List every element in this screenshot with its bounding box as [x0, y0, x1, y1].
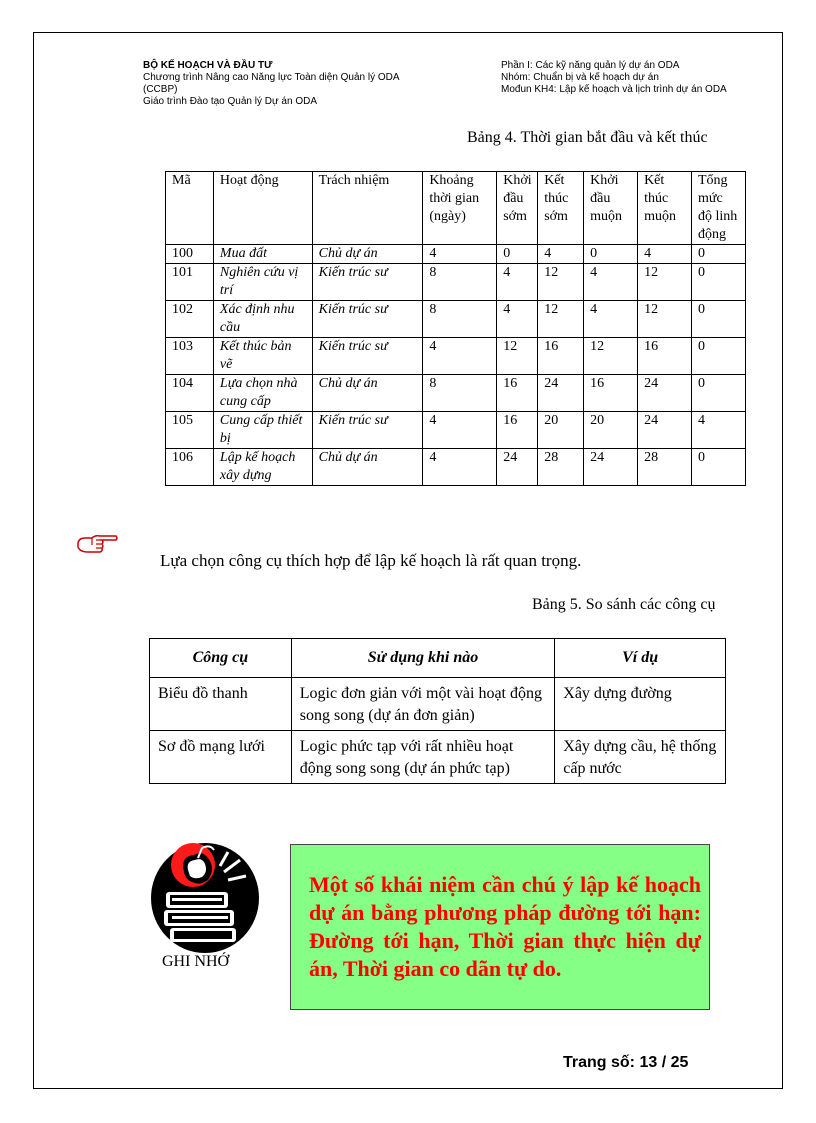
- note-label: GHI NHỚ: [162, 953, 230, 970]
- paragraph: Lựa chọn công cụ thích hợp để lập kế hoạch là rất quan trọng.: [160, 551, 582, 570]
- header-group: Nhóm: Chuẩn bị và kế hoạch dự án: [501, 72, 659, 83]
- table4-cell: 4: [692, 412, 746, 449]
- table5-cell: Sơ đồ mạng lưới: [150, 731, 292, 784]
- table4-cell: 8: [423, 375, 497, 412]
- table4-cell: 4: [423, 245, 497, 264]
- table5-cell: Biểu đồ thanh: [150, 678, 292, 731]
- table4-header-cell: Khởi đầu muộn: [584, 172, 638, 245]
- table4-cell: 104: [166, 375, 214, 412]
- header-part: Phần I: Các kỹ năng quản lý dự án ODA: [501, 60, 680, 71]
- table4-cell: 4: [423, 412, 497, 449]
- table4: [165, 171, 746, 486]
- table4-cell: 28: [538, 449, 584, 486]
- table4-cell: 12: [538, 301, 584, 338]
- header-program: Chương trình Nâng cao Năng lực Toàn diện Quản lý ODA: [143, 72, 400, 83]
- books-apple-icon: [150, 842, 260, 954]
- table4-cell: 20: [584, 412, 638, 449]
- table4-cell: 12: [638, 301, 692, 338]
- table4-cell: 12: [497, 338, 538, 375]
- table4-cell: 0: [584, 245, 638, 264]
- table4-cell: 105: [166, 412, 214, 449]
- table4-cell: 106: [166, 449, 214, 486]
- table-row: [150, 678, 726, 731]
- header-left: [143, 60, 433, 108]
- table4-cell: Nghiên cứu vị trí: [213, 264, 312, 301]
- table4-cell: 16: [497, 375, 538, 412]
- table-row: [166, 245, 746, 264]
- table-row: [166, 412, 746, 449]
- table5-header-tool: Công cụ: [150, 639, 292, 678]
- table4-cell: 12: [538, 264, 584, 301]
- table4-cell: 4: [638, 245, 692, 264]
- table4-cell: 24: [638, 375, 692, 412]
- table4-cell: 24: [538, 375, 584, 412]
- table4-cell: 4: [497, 264, 538, 301]
- table5-caption: Bảng 5. So sánh các công cụ: [532, 596, 716, 613]
- table4-cell: 0: [692, 301, 746, 338]
- table5-cell: Logic phức tạp với rất nhiều hoạt động song song (dự án phức tạp): [291, 731, 554, 784]
- table4-cell: 4: [584, 264, 638, 301]
- table4-cell: 102: [166, 301, 214, 338]
- table4-cell: 4: [538, 245, 584, 264]
- table-row: [166, 338, 746, 375]
- table4-cell: Mua đất: [213, 245, 312, 264]
- table5-header-example: Ví dụ: [555, 639, 726, 678]
- table4-cell: Chủ dự án: [312, 245, 423, 264]
- header-right: [501, 60, 741, 96]
- table4-cell: 12: [638, 264, 692, 301]
- table5-cell: Logic đơn giản với một vài hoạt động song song (dự án đơn giản): [291, 678, 554, 731]
- table4-cell: Kiến trúc sư: [312, 338, 423, 375]
- table4-cell: Kiến trúc sư: [312, 412, 423, 449]
- table5-cell: Xây dựng cầu, hệ thống cấp nước: [555, 731, 726, 784]
- table4-cell: Lập kế hoạch xây dựng: [213, 449, 312, 486]
- table-row: [166, 264, 746, 301]
- table4-cell: 0: [692, 264, 746, 301]
- table4-cell: Chủ dự án: [312, 449, 423, 486]
- table4-cell: Lựa chọn nhà cung cấp: [213, 375, 312, 412]
- table4-header-cell: Tổng mức độ linh động: [692, 172, 746, 245]
- table4-cell: Kiến trúc sư: [312, 301, 423, 338]
- table4-cell: 4: [423, 338, 497, 375]
- table4-cell: 8: [423, 264, 497, 301]
- table4-cell: 12: [584, 338, 638, 375]
- table4-cell: Kết thúc bản vẽ: [213, 338, 312, 375]
- table4-cell: 16: [497, 412, 538, 449]
- table4-header-cell: Mã: [166, 172, 214, 245]
- table4-cell: Xác định nhu cầu: [213, 301, 312, 338]
- table4-cell: 24: [497, 449, 538, 486]
- table4-cell: Chủ dự án: [312, 375, 423, 412]
- table4-cell: 0: [692, 375, 746, 412]
- table-row: [166, 449, 746, 486]
- table5-header-when: Sử dụng khi nào: [291, 639, 554, 678]
- table4-cell: 8: [423, 301, 497, 338]
- table4-cell: 16: [584, 375, 638, 412]
- table4-cell: 100: [166, 245, 214, 264]
- table4-cell: 4: [584, 301, 638, 338]
- table4-cell: 4: [423, 449, 497, 486]
- table4-header-cell: Khoảng thời gian (ngày): [423, 172, 497, 245]
- table4-cell: 20: [538, 412, 584, 449]
- header-organization: BỘ KẾ HOẠCH VÀ ĐẦU TƯ: [143, 60, 273, 71]
- pointing-hand-icon: [76, 533, 118, 555]
- table4-header-cell: Khởi đầu sớm: [497, 172, 538, 245]
- table4-cell: 0: [692, 245, 746, 264]
- table4-header-cell: Trách nhiệm: [312, 172, 423, 245]
- note-text: Một số khái niệm cần chú ý lập kế hoạch dự án bằng phương pháp đường tới hạn: Đường tới hạn, Thời gian thực hiện dự án, Thời gian co dãn tự do.: [309, 872, 701, 981]
- table4-header-cell: Kết thúc sớm: [538, 172, 584, 245]
- header-program-abbr: (CCBP): [143, 84, 178, 95]
- note-box: [290, 844, 710, 1010]
- table4-cell: 101: [166, 264, 214, 301]
- table4-cell: Kiến trúc sư: [312, 264, 423, 301]
- table4-cell: Cung cấp thiết bị: [213, 412, 312, 449]
- header-module: Mođun KH4: Lập kế hoạch và lịch trình dự án ODA: [501, 84, 727, 95]
- table4-cell: 16: [538, 338, 584, 375]
- table5-cell: Xây dựng đường: [555, 678, 726, 731]
- page-number: Trang số: 13 / 25: [563, 1054, 689, 1071]
- header-course: Giáo trình Đào tạo Quản lý Dự án ODA: [143, 96, 317, 107]
- table4-cell: 0: [692, 338, 746, 375]
- table4-cell: 24: [584, 449, 638, 486]
- table-row: [166, 301, 746, 338]
- table4-cell: 0: [692, 449, 746, 486]
- table4-cell: 103: [166, 338, 214, 375]
- table4-cell: 0: [497, 245, 538, 264]
- table4-cell: 24: [638, 412, 692, 449]
- table4-cell: 28: [638, 449, 692, 486]
- table4-header-cell: Kết thúc muộn: [638, 172, 692, 245]
- table4-caption: Bảng 4. Thời gian bắt đầu và kết thúc: [467, 129, 708, 146]
- table4-header-row: [166, 172, 746, 245]
- table4-cell: 4: [497, 301, 538, 338]
- table4-header-cell: Hoạt động: [213, 172, 312, 245]
- table5: [149, 638, 726, 784]
- table4-cell: 16: [638, 338, 692, 375]
- table-row: [150, 731, 726, 784]
- table-row: [166, 375, 746, 412]
